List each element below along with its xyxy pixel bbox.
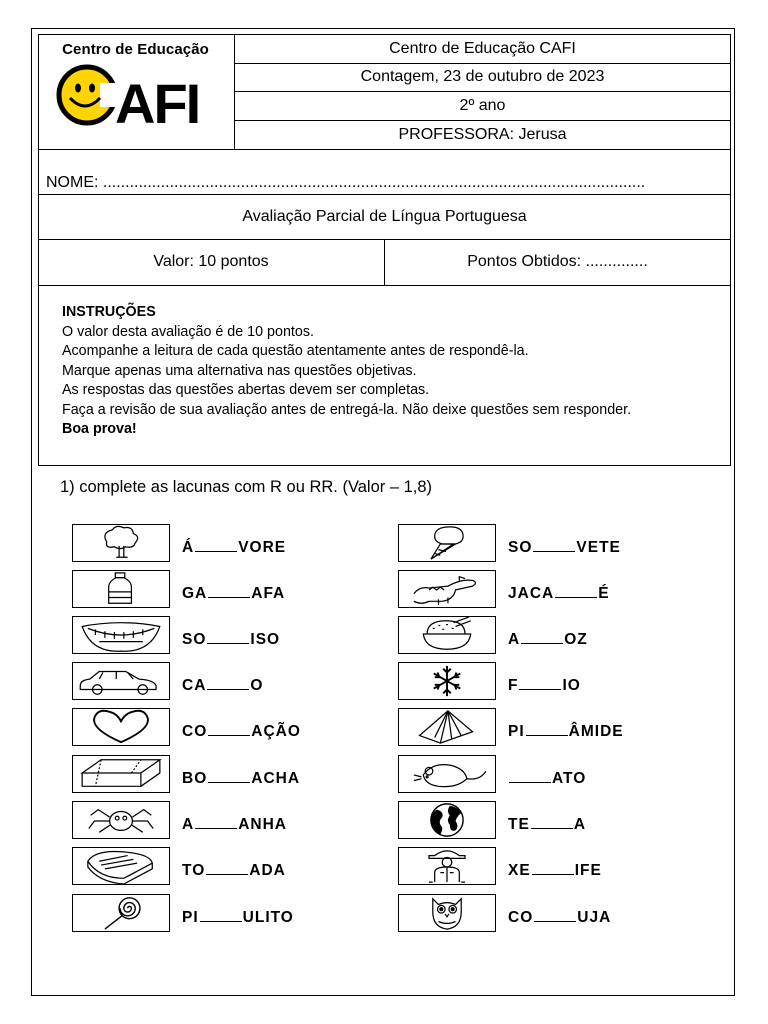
word-prefix: SO [182, 631, 207, 648]
teacher-line: PROFESSORA: Jerusa [398, 125, 567, 143]
word-prefix: JACA [508, 585, 555, 602]
instructions [62, 303, 631, 440]
row-divider [38, 149, 731, 150]
mouse-icon [398, 755, 496, 793]
answer-blank[interactable] [533, 538, 575, 552]
word-prefix: BO [182, 770, 208, 787]
bottle-icon [72, 570, 170, 608]
answer-blank[interactable] [509, 769, 551, 783]
lollipop-icon [72, 894, 170, 932]
word-suffix: IFE [574, 862, 602, 879]
answer-blank[interactable] [207, 630, 249, 644]
word-prefix: SO [508, 539, 533, 556]
instruction-line: Acompanhe a leitura de cada questão atentamente antes de respondê-la. [62, 343, 529, 359]
word-prefix: XE [508, 862, 531, 879]
answer-blank[interactable] [200, 908, 242, 922]
answer-blank[interactable] [208, 769, 250, 783]
answer-blank[interactable] [526, 722, 568, 736]
word-suffix: UJA [577, 909, 612, 926]
alligator-icon [398, 570, 496, 608]
word-suffix: ATO [552, 770, 587, 787]
points-obtained[interactable]: Pontos Obtidos: .............. [467, 253, 648, 270]
word-suffix: OZ [564, 631, 588, 648]
word-prefix: CO [182, 723, 208, 740]
word-prefix: CO [508, 909, 534, 926]
smile-icon [72, 616, 170, 654]
answer-blank[interactable] [207, 676, 249, 690]
heart-icon [72, 708, 170, 746]
word-suffix: A [573, 816, 587, 833]
word-prefix: TO [182, 862, 206, 879]
word-suffix: VORE [238, 539, 287, 556]
word-suffix: AFA [251, 585, 286, 602]
word-prefix: PI [182, 909, 199, 926]
instruction-line: Marque apenas uma alternativa nas questões objetivas. [62, 362, 417, 379]
word-suffix: VETE [576, 539, 621, 556]
word-prefix: TE [508, 816, 530, 833]
word-suffix: IO [562, 677, 581, 694]
answer-blank[interactable] [206, 861, 248, 875]
word-suffix: ADA [249, 862, 286, 879]
grade-line: 2º ano [459, 96, 506, 114]
instruction-line: O valor desta avaliação é de 10 pontos. [62, 323, 314, 340]
answer-blank[interactable] [519, 676, 561, 690]
answer-blank[interactable] [521, 630, 563, 644]
school-name: Centro de Educação CAFI [389, 39, 576, 57]
answer-blank[interactable] [195, 815, 237, 829]
ice-cream-icon [398, 524, 496, 562]
pyramid-icon [398, 708, 496, 746]
instructions-closing: Boa prova! [62, 421, 137, 437]
assessment-title: Avaliação Parcial de Língua Portuguesa [242, 207, 527, 225]
word-suffix: ANHA [238, 816, 287, 833]
answer-blank[interactable] [531, 815, 573, 829]
word-suffix: É [598, 585, 610, 602]
instruction-line: As respostas das questões abertas devem ser completas. [62, 382, 430, 398]
car-icon [72, 662, 170, 700]
word-suffix: ACHA [251, 770, 301, 787]
instructions-heading: INSTRUÇÕES [62, 304, 156, 320]
score-value: Valor: 10 pontos [153, 253, 269, 270]
owl-icon [398, 894, 496, 932]
word-prefix: F [508, 677, 519, 694]
row-divider [38, 285, 731, 286]
word-prefix: GA [182, 585, 208, 602]
school-logo [40, 38, 230, 146]
tree-icon [72, 524, 170, 562]
spider-icon [72, 801, 170, 839]
sheriff-icon [398, 847, 496, 885]
snowflake-icon [398, 662, 496, 700]
answer-blank[interactable] [534, 908, 576, 922]
word-suffix: AÇÃO [251, 723, 301, 740]
instruction-line: Faça a revisão de sua avaliação antes de entregá-la. Não deixe questões sem responder. [62, 401, 632, 418]
word-suffix: ISO [250, 631, 281, 648]
answer-blank[interactable] [555, 584, 597, 598]
toast-icon [72, 847, 170, 885]
question-1-prompt: 1) complete as lacunas com R ou RR. (Valor – 1,8) [60, 478, 433, 496]
date-line: Contagem, 23 de outubro de 2023 [360, 68, 605, 85]
word-prefix: A [182, 816, 195, 833]
word-prefix: CA [182, 677, 207, 694]
answer-blank[interactable] [208, 722, 250, 736]
answer-blank[interactable] [208, 584, 250, 598]
eraser-icon [72, 755, 170, 793]
answer-blank[interactable] [532, 861, 574, 875]
logo-title: Centro de Educação [62, 41, 209, 58]
word-prefix: A [508, 631, 521, 648]
word-prefix: PI [508, 723, 525, 740]
answer-blank[interactable] [195, 538, 237, 552]
svg-text:AFI: AFI [115, 72, 200, 135]
globe-icon [398, 801, 496, 839]
word-suffix: ULITO [242, 909, 294, 926]
rice-bowl-icon [398, 616, 496, 654]
word-suffix: O [250, 677, 264, 694]
name-field[interactable]: NOME: .......................................................................................................................... [46, 174, 646, 191]
word-suffix: ÂMIDE [568, 723, 624, 740]
word-prefix: Á [182, 539, 195, 556]
